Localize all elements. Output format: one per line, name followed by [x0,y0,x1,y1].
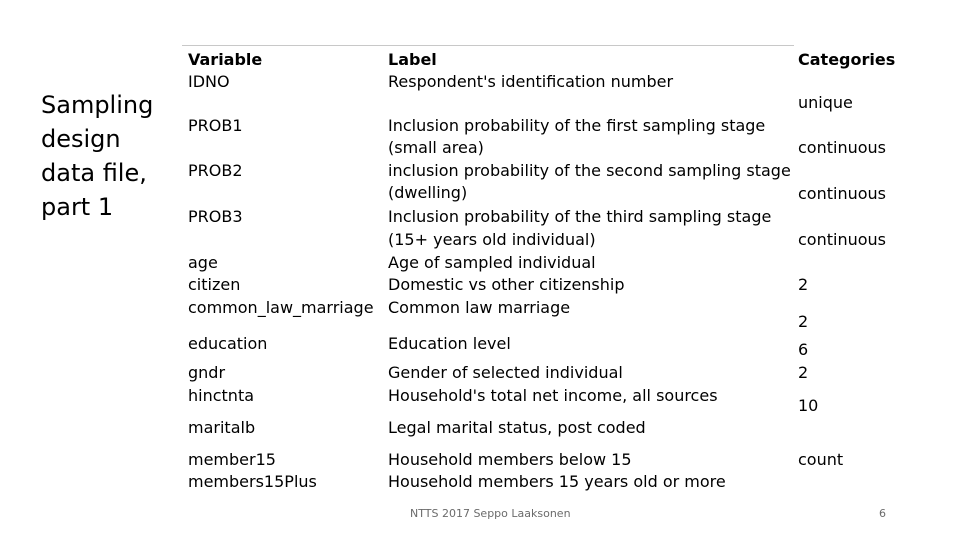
label-cell: Domestic vs other citizenship [388,275,625,294]
label-cell: (15+ years old individual) [388,230,596,249]
label-cell: Household members below 15 [388,450,632,469]
category-cell: 6 [798,340,809,359]
label-cell: Household's total net income, all sources [388,386,718,405]
label-cell: Education level [388,334,511,353]
category-cell: unique [798,93,853,112]
label-cell: inclusion probability of the second sampling stage [388,161,791,180]
variable-cell: member15 [188,450,276,469]
slide-title-line: data file, [41,159,147,187]
header-variable: Variable [188,50,263,69]
slide-title-line: part 1 [41,193,114,221]
category-cell: continuous [798,138,886,157]
variable-cell: education [188,334,268,353]
variable-cell: members15Plus [188,472,317,491]
category-cell: 10 [798,396,819,415]
label-cell: Inclusion probability of the first sampling stage [388,116,766,135]
category-cell: 2 [798,312,809,331]
label-cell: Household members 15 years old or more [388,472,726,491]
label-cell: Legal marital status, post coded [388,418,646,437]
label-cell: (dwelling) [388,183,468,202]
header-label: Label [388,50,437,69]
variable-cell: age [188,253,218,272]
variable-cell: hinctnta [188,386,255,405]
variable-cell: IDNO [188,72,230,91]
variable-cell: gndr [188,363,226,382]
label-cell: Gender of selected individual [388,363,623,382]
category-cell: continuous [798,184,886,203]
header-categories: Categories [798,50,896,69]
label-cell: Age of sampled individual [388,253,596,272]
label-cell: Inclusion probability of the third sampling stage [388,207,772,226]
variable-cell: PROB1 [188,116,243,135]
slide-title-line: design [41,125,121,153]
label-cell: (small area) [388,138,484,157]
table-top-rule [182,45,794,46]
variable-cell: PROB2 [188,161,243,180]
label-cell: Common law marriage [388,298,571,317]
variable-cell: common_law_marriage [188,298,374,317]
category-cell: count [798,450,844,469]
label-cell: Respondent's identification number [388,72,674,91]
page-number: 6 [879,507,886,520]
category-cell: 2 [798,275,809,294]
variable-cell: citizen [188,275,241,294]
variable-cell: maritalb [188,418,256,437]
category-cell: 2 [798,363,809,382]
footer-text: NTTS 2017 Seppo Laaksonen [410,507,571,520]
category-cell: continuous [798,230,886,249]
variable-cell: PROB3 [188,207,243,226]
slide-title-line: Sampling [41,91,154,119]
slide-title [41,88,161,224]
